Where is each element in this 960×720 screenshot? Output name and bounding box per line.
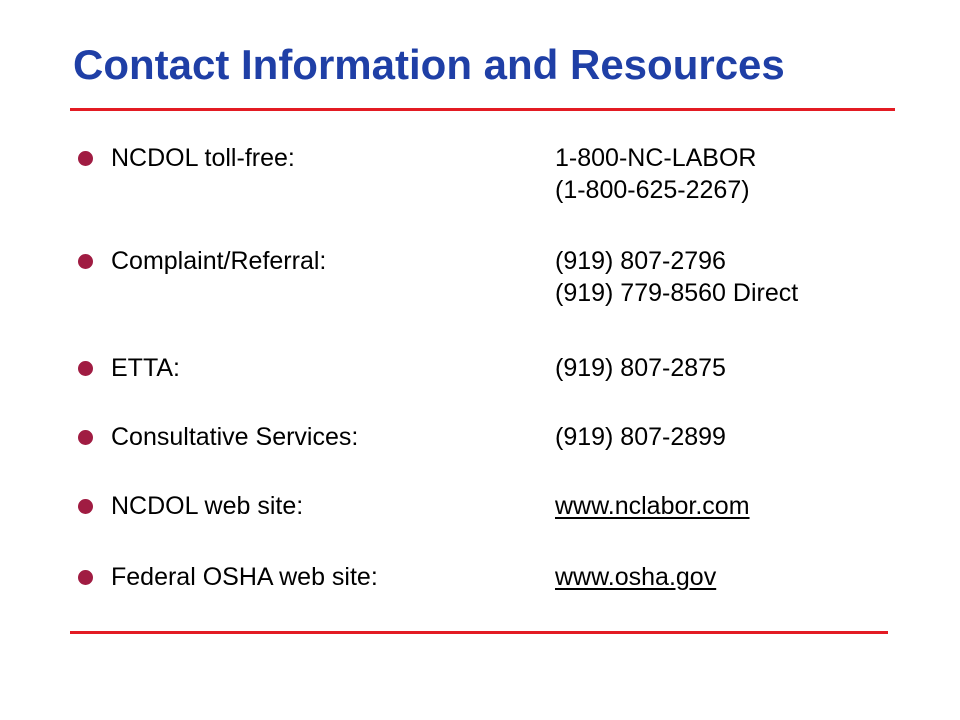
ncdol-web-link[interactable]: www.nclabor.com xyxy=(555,492,750,520)
contact-value xyxy=(555,352,726,384)
phone-number: (919) 807-2899 xyxy=(555,423,726,451)
title-divider xyxy=(70,108,895,111)
contact-label: Federal OSHA web site: xyxy=(111,563,378,591)
slide-title: Contact Information and Resources xyxy=(73,41,785,88)
bullet-icon xyxy=(78,499,93,514)
phone-number: (919) 807-2796 xyxy=(555,247,726,275)
contact-label: ETTA: xyxy=(111,354,180,382)
contact-label: NCDOL toll-free: xyxy=(111,144,295,172)
osha-web-link[interactable]: www.osha.gov xyxy=(555,563,717,591)
contact-value xyxy=(555,561,716,593)
bullet-icon xyxy=(78,151,93,166)
bullet-icon xyxy=(78,570,93,585)
contact-label: Complaint/Referral: xyxy=(111,247,327,275)
phone-number-direct: (919) 779-8560 Direct xyxy=(555,279,799,307)
phone-number: 1-800-NC-LABOR xyxy=(555,144,757,172)
contact-label: Consultative Services: xyxy=(111,423,359,451)
bullet-icon xyxy=(78,361,93,376)
contact-value xyxy=(555,490,750,522)
phone-number: (919) 807-2875 xyxy=(555,354,726,382)
contact-value xyxy=(555,245,798,309)
bullet-icon xyxy=(78,430,93,445)
contact-value xyxy=(555,421,726,453)
contact-value xyxy=(555,142,756,206)
contact-label: NCDOL web site: xyxy=(111,492,304,520)
phone-number-numeric: (1-800-625-2267) xyxy=(555,176,750,204)
bullet-icon xyxy=(78,254,93,269)
bottom-divider xyxy=(70,631,888,634)
